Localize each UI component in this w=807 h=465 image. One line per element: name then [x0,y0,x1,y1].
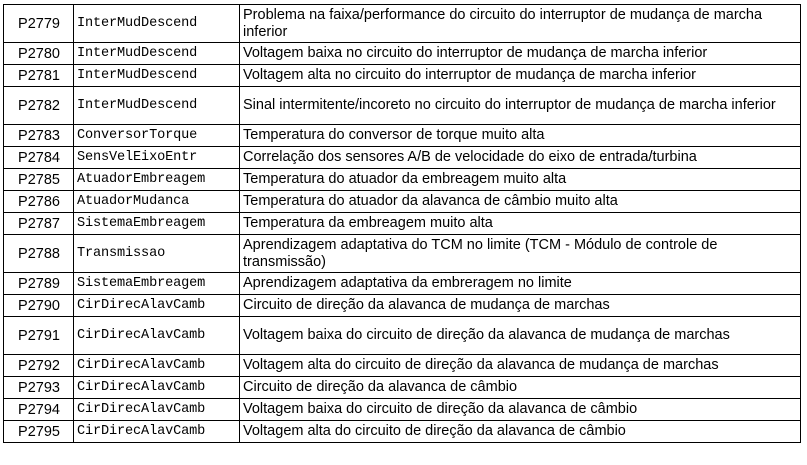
table-row [4,317,801,355]
dtc-code-cell: P2786 [4,191,74,213]
dtc-group-cell: AtuadorMudanca [74,191,240,213]
dtc-code-cell: P2781 [4,65,74,87]
table-row [4,87,801,125]
dtc-description-cell: Voltagem alta do circuito de direção da alavanca de mudança de marchas [240,355,801,377]
dtc-description-cell: Aprendizagem adaptativa da embreragem no limite [240,273,801,295]
dtc-group-cell: InterMudDescend [74,5,240,43]
dtc-description-cell: Circuito de direção da alavanca de câmbio [240,377,801,399]
dtc-description-cell: Temperatura da embreagem muito alta [240,213,801,235]
dtc-group-cell: AtuadorEmbreagem [74,169,240,191]
dtc-code-cell: P2790 [4,295,74,317]
dtc-group-cell: InterMudDescend [74,87,240,125]
dtc-code-cell: P2780 [4,43,74,65]
dtc-code-cell: P2789 [4,273,74,295]
dtc-description-cell: Sinal intermitente/incoreto no circuito do interruptor de mudança de marcha inferior [240,87,801,125]
dtc-description-cell: Correlação dos sensores A/B de velocidade do eixo de entrada/turbina [240,147,801,169]
dtc-description-cell: Problema na faixa/performance do circuito do interruptor de mudança de marcha inferior [240,5,801,43]
table-row [4,191,801,213]
table-row [4,43,801,65]
dtc-code-cell: P2782 [4,87,74,125]
table-row [4,169,801,191]
table-row [4,65,801,87]
table-row [4,399,801,421]
dtc-description-cell: Voltagem baixa do circuito de direção da alavanca de mudança de marchas [240,317,801,355]
table-row [4,295,801,317]
dtc-table-body [4,5,801,443]
dtc-group-cell: ConversorTorque [74,125,240,147]
dtc-code-cell: P2794 [4,399,74,421]
dtc-code-cell: P2783 [4,125,74,147]
table-row [4,273,801,295]
dtc-code-cell: P2784 [4,147,74,169]
dtc-code-cell: P2788 [4,235,74,273]
table-row [4,421,801,443]
table-row [4,125,801,147]
dtc-code-cell: P2779 [4,5,74,43]
table-row [4,235,801,273]
dtc-description-cell: Temperatura do conversor de torque muito alta [240,125,801,147]
dtc-description-cell: Voltagem alta no circuito do interruptor de mudança de marcha inferior [240,65,801,87]
dtc-group-cell: InterMudDescend [74,43,240,65]
table-row [4,355,801,377]
dtc-group-cell: CirDirecAlavCamb [74,399,240,421]
dtc-group-cell: CirDirecAlavCamb [74,295,240,317]
dtc-description-cell: Circuito de direção da alavanca de mudança de marchas [240,295,801,317]
dtc-group-cell: SistemaEmbreagem [74,273,240,295]
table-row [4,5,801,43]
dtc-description-cell: Voltagem alta do circuito de direção da alavanca de câmbio [240,421,801,443]
dtc-code-cell: P2791 [4,317,74,355]
dtc-code-cell: P2785 [4,169,74,191]
dtc-code-cell: P2795 [4,421,74,443]
table-row [4,377,801,399]
dtc-description-cell: Voltagem baixa no circuito do interruptor de mudança de marcha inferior [240,43,801,65]
dtc-group-cell: CirDirecAlavCamb [74,377,240,399]
dtc-code-cell: P2792 [4,355,74,377]
table-row [4,147,801,169]
dtc-description-cell: Voltagem baixa do circuito de direção da alavanca de câmbio [240,399,801,421]
dtc-description-cell: Aprendizagem adaptativa do TCM no limite (TCM - Módulo de controle de transmissão) [240,235,801,273]
dtc-group-cell: SistemaEmbreagem [74,213,240,235]
dtc-table [3,4,801,443]
dtc-code-cell: P2787 [4,213,74,235]
dtc-description-cell: Temperatura do atuador da embreagem muito alta [240,169,801,191]
dtc-code-cell: P2793 [4,377,74,399]
table-row [4,213,801,235]
dtc-description-cell: Temperatura do atuador da alavanca de câmbio muito alta [240,191,801,213]
dtc-group-cell: InterMudDescend [74,65,240,87]
dtc-group-cell: CirDirecAlavCamb [74,355,240,377]
dtc-group-cell: SensVelEixoEntr [74,147,240,169]
dtc-group-cell: CirDirecAlavCamb [74,421,240,443]
dtc-group-cell: CirDirecAlavCamb [74,317,240,355]
dtc-group-cell: Transmissao [74,235,240,273]
